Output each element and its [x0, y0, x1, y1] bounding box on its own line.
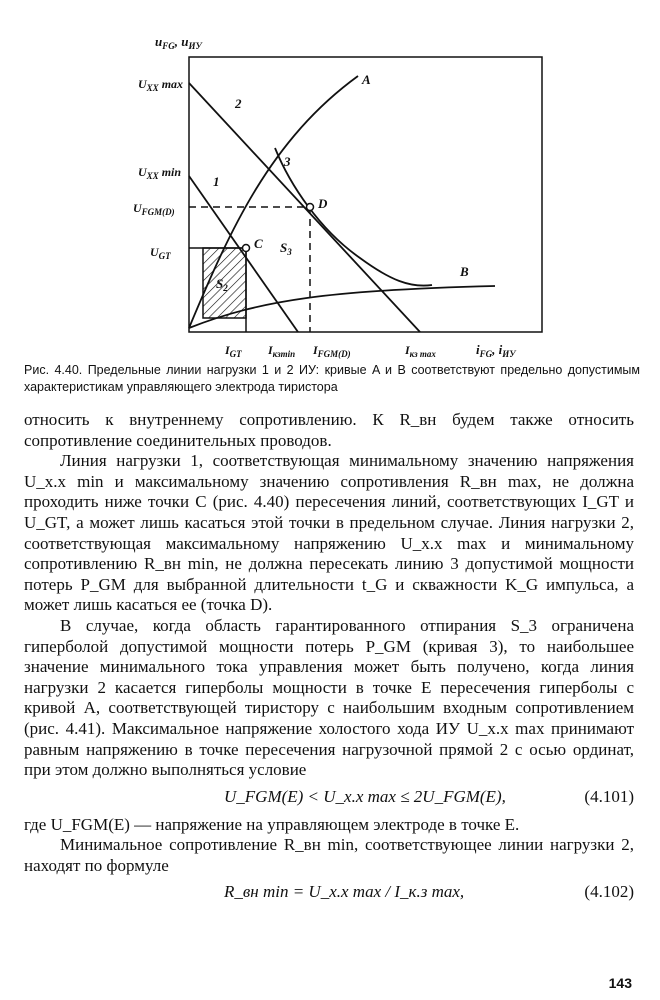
curve-label-b: B — [460, 264, 469, 279]
formula-4-102-expr: R_вн min = U_x.x max / I_к.з max, — [224, 882, 465, 902]
figure-caption: Рис. 4.40. Предельные линии нагрузки 1 и 2 ИУ: кривые A и B соответствуют предельно допустимым характеристикам управляющего электрода тиристора — [24, 363, 640, 394]
curve-label-1: 1 — [213, 174, 220, 189]
formula-4-101-number: (4.101) — [584, 786, 634, 806]
region-label-s3: $S_3$ — [280, 240, 292, 257]
point-label-c: C — [254, 236, 263, 251]
point-d — [307, 204, 314, 211]
y-tick-ugt: $U_{GT}$ — [150, 245, 171, 261]
curve-label-a: A — [362, 72, 371, 87]
point-c — [243, 245, 250, 252]
region-label-s2: $S_2$ — [216, 276, 228, 293]
paragraph-after-formula: где U_FGM(E) — напряжение на управляющем электроде в точке E. — [24, 814, 520, 834]
formula-4-101 — [24, 781, 634, 815]
y-axis-label: $u_{FG}$, $u_{ИУ}$ — [155, 34, 202, 51]
formula-4-102-number: (4.102) — [584, 882, 634, 902]
x-tick-igt: $I_{GT}$ — [225, 343, 242, 359]
x-tick-ikzmin: $I_{кзmin}$ — [268, 343, 296, 359]
paragraph-1: относить к внутреннему сопротивлению. К R_вн будем также относить сопротивление соединительных проводов. — [24, 410, 634, 450]
formula-4-102 — [24, 876, 634, 910]
figure-4-40 — [0, 0, 660, 368]
page-number: 143 — [608, 975, 632, 991]
y-tick-uxx-max: $U_{XX}$ max — [138, 77, 184, 93]
paragraph-min-resistance: Минимальное сопротивление R_вн min, соответствующее линии нагрузки 2, находят по формуле — [24, 835, 634, 875]
x-tick-ikzmax: $I_{кз max}$ — [405, 343, 436, 359]
formula-4-101-expr: U_FGM(E) < U_x.x max ≤ 2U_FGM(E), — [224, 786, 506, 806]
paragraph-3: В случае, когда область гарантированного отпирания S_3 ограничена гиперболой допустимой мощности потерь P_GM (кривая 3), то наибольшее значение минимального тока управления может быть получено, когда линия нагрузки 2 касается гиперболы мощности в точке E пересечения гиперболы с кривой A, соответствующей тиристору с наибольшим входным сопротивлением (рис. 4.41). Максимальное напряжение холостого хода ИУ U_x.x max принимают равным напряжению в точке пересечения нагрузочной прямой 2 с осью ординат, при этом должно выполняться условие — [24, 615, 634, 780]
curve-3 — [275, 148, 432, 286]
curve-label-2: 2 — [235, 96, 242, 111]
x-axis-label: $i_{FG}$, $i_{ИУ}$ — [476, 342, 516, 359]
y-tick-ufgm: $U_{FGM(D)}$ — [133, 201, 175, 217]
paragraph-2: Линия нагрузки 1, соответствующая минимальному значению напряжения U_x.x min и максимальному значению сопротивления R_вн max, не должна проходить ниже точки C (рис. 4.40) пересечения линий, соответствующих I_GT и U_GT, а может лишь касаться этой точки в предельном случае. Линия нагрузки 2, соответствующая максимальному напряжению U_x.x max и минимальному сопротивлению R_вн min, не должна пересекать линию 3 допустимой мощности потерь P_GM для выбранной длительности t_G и скважности K_G импульса, а может лишь касаться ее (точка D). — [24, 451, 634, 615]
point-label-d: D — [318, 196, 328, 211]
body-text — [24, 410, 634, 910]
curve-label-3: 3 — [284, 154, 291, 169]
y-tick-uxx-min: $U_{XX}$ min — [138, 165, 182, 181]
x-tick-ifgm: $I_{FGM(D)}$ — [313, 343, 351, 359]
